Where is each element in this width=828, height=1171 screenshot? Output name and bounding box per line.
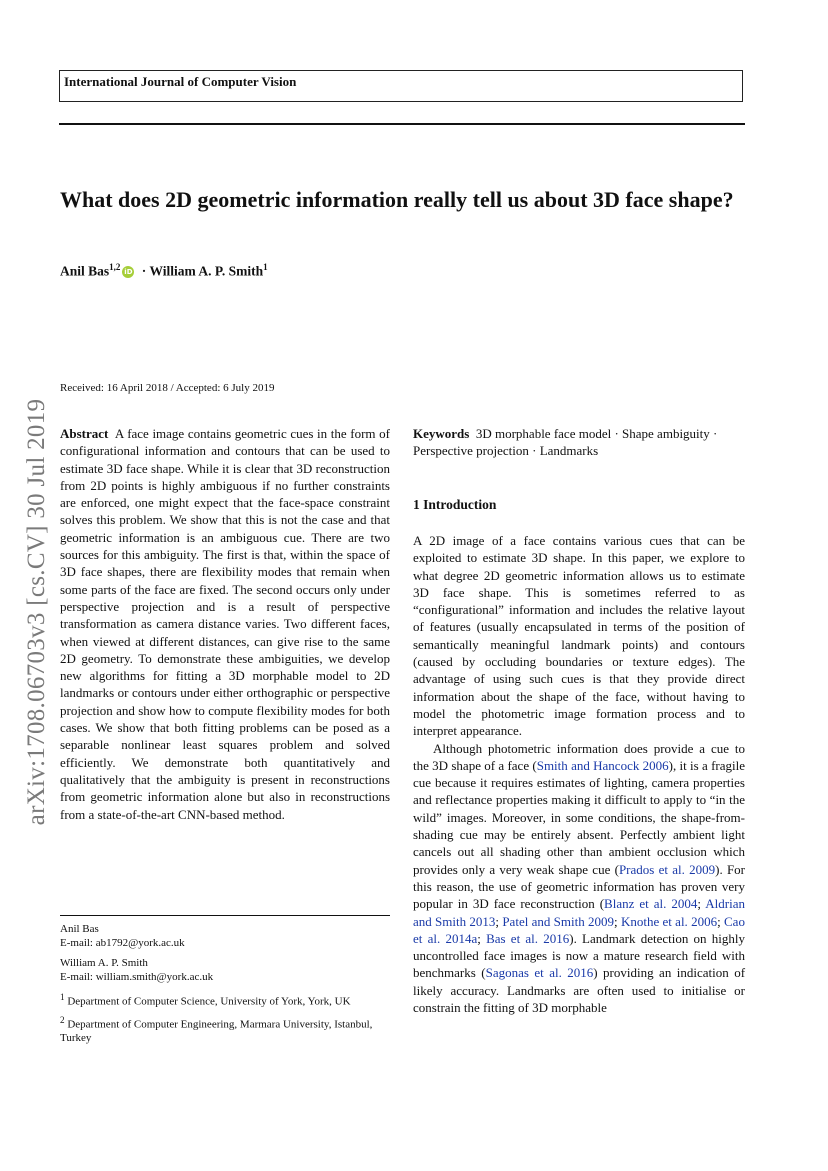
citation-link[interactable]: Knothe et al. 2006 xyxy=(620,913,718,929)
journal-header-box xyxy=(59,70,743,102)
author-2-contact xyxy=(60,956,392,984)
contact-email: E-mail: william.smith@york.ac.uk xyxy=(60,971,214,983)
abstract-block xyxy=(60,425,390,823)
journal-name: International Journal of Computer Vision xyxy=(64,74,297,89)
author-2-affiliation: 1 xyxy=(263,262,268,272)
arxiv-side-stamp: arXiv:1708.06703v3 [cs.CV] 30 Jul 2019 xyxy=(23,398,50,826)
author-2-name: William A. P. Smith xyxy=(149,263,264,279)
contact-email: E-mail: ab1792@york.ac.uk xyxy=(60,937,185,949)
author-1-contact xyxy=(60,922,392,950)
footnote-rule xyxy=(60,915,390,916)
citation-link[interactable]: Aldrian and Smith 2013 xyxy=(413,896,746,929)
abstract-label: Abstract xyxy=(60,426,109,441)
received-dates: Received: 16 April 2018 / Accepted: 6 July 2019 xyxy=(60,382,275,394)
header-rule xyxy=(59,123,745,125)
footnotes xyxy=(60,922,392,1049)
contact-name: Anil Bas xyxy=(60,923,99,935)
keywords-label: Keywords xyxy=(413,426,470,441)
keywords-text: 3D morphable face model · Shape ambiguity · Perspective projection · Landmarks xyxy=(413,426,718,459)
affiliation-1: $^1$ Department of Computer Science, University of York, York, UK xyxy=(60,992,351,1008)
author-1-affiliation: 1,2 xyxy=(109,262,121,272)
orcid-icon[interactable]: iD xyxy=(124,268,133,277)
intro-paragraph-1: A 2D image of a face contains various cues that can be exploited to estimate 3D shape. In this paper, we explore to what degree 2D geometric information allows us to estimate 3D face shape. This is sometimes referred to as “configurational” information and includes the relative layout of features (usually encapsulated in terms of the position of semantically meaningful landmark points) and contours (caused by occluding boundaries or texture edges). The advantage of using such cues is that they provide direct information about the shape of the face, without having to model the photometric image formation process and to interpret appearance. xyxy=(413,533,745,739)
citation-link[interactable]: Smith and Hancock 2006 xyxy=(536,757,669,773)
introduction-body xyxy=(413,532,745,1016)
section-heading: 1 Introduction xyxy=(413,497,497,512)
keywords-block xyxy=(413,425,745,460)
citation-link[interactable]: Bas et al. 2016 xyxy=(486,930,570,946)
author-line xyxy=(60,262,268,280)
citation-link[interactable]: Patel and Smith 2009 xyxy=(502,913,615,929)
intro-paragraph-2: Although photometric information does provide a cue to the 3D shape of a face (Smith and Hancock 2006), it is a fragile cue because it requires estimates of lighting, camera properties and reflectance properties making it difficult to apply to “in the wild” images. Moreover, in some conditions, the shape-from-shading cue may be entirely absent. Perfectly ambient light cancels out all shading other than ambient occlusion which provides only a very weak shape cue (Prados et al. 2009). For this reason, the use of geometric information has proven very popular in 3D face reconstruction (Blanz et al. 2004; Aldrian and Smith 2013; Patel and Smith 2009; Knothe et al. 2006; Cao et al. 2014a; Bas et al. 2016). Landmark detection on highly uncontrolled face images is now a mature research field with benchmarks (Sagonas et al. 2016) providing an indication of likely accuracy. Landmarks are often used to initialise or constrain the fitting of 3D morphable xyxy=(413,740,746,1016)
affiliation-2: $^2$ Department of Computer Engineering, Marmara University, Istanbul, Turkey xyxy=(60,1014,373,1045)
citation-link[interactable]: Sagonas et al. 2016 xyxy=(485,965,594,981)
citation-link[interactable]: Cao et al. 2014a xyxy=(413,913,745,946)
paper-title: What does 2D geometric information really tell us about 3D face shape? xyxy=(60,187,734,212)
author-1-name: Anil Bas xyxy=(60,263,110,279)
abstract-text: A face image contains geometric cues in the form of configurational information and contours that can be used to estimate 3D face shape. While it is clear that 3D reconstruction from 2D points is highly ambiguous if no further constraints are enforced, one might expect that the face-space constraint solves this problem. We show that this is not the case and that geometric information is an ambiguous cue. There are two sources for this ambiguity. The first is that, within the space of 3D face shapes, there are flexibility modes that remain when some parts of the face are fixed. The second occurs only under perspective projection and is a result of perspective transformation as camera distance varies. Two different faces, when viewed at different distances, can give rise to the same 2D geometry. To demonstrate these ambiguities, we develop new algorithms for fitting a 3D morphable model to 2D landmarks or contours under either orthographic or perspective projection and show how to compute flexibility modes for both cases. We show that both fitting problems can be posed as a separable nonlinear least squares problem and solved efficiently. We demonstrate both quantitatively and qualitatively that the ambiguity is present in reconstructions from geometric information alone but also in reconstructions from a state-of-the-art CNN-based method. xyxy=(60,426,390,822)
citation-link[interactable]: Prados et al. 2009 xyxy=(618,861,716,877)
contact-name: William A. P. Smith xyxy=(60,957,148,969)
author-separator: · xyxy=(141,263,147,279)
citation-link[interactable]: Blanz et al. 2004 xyxy=(604,896,698,912)
